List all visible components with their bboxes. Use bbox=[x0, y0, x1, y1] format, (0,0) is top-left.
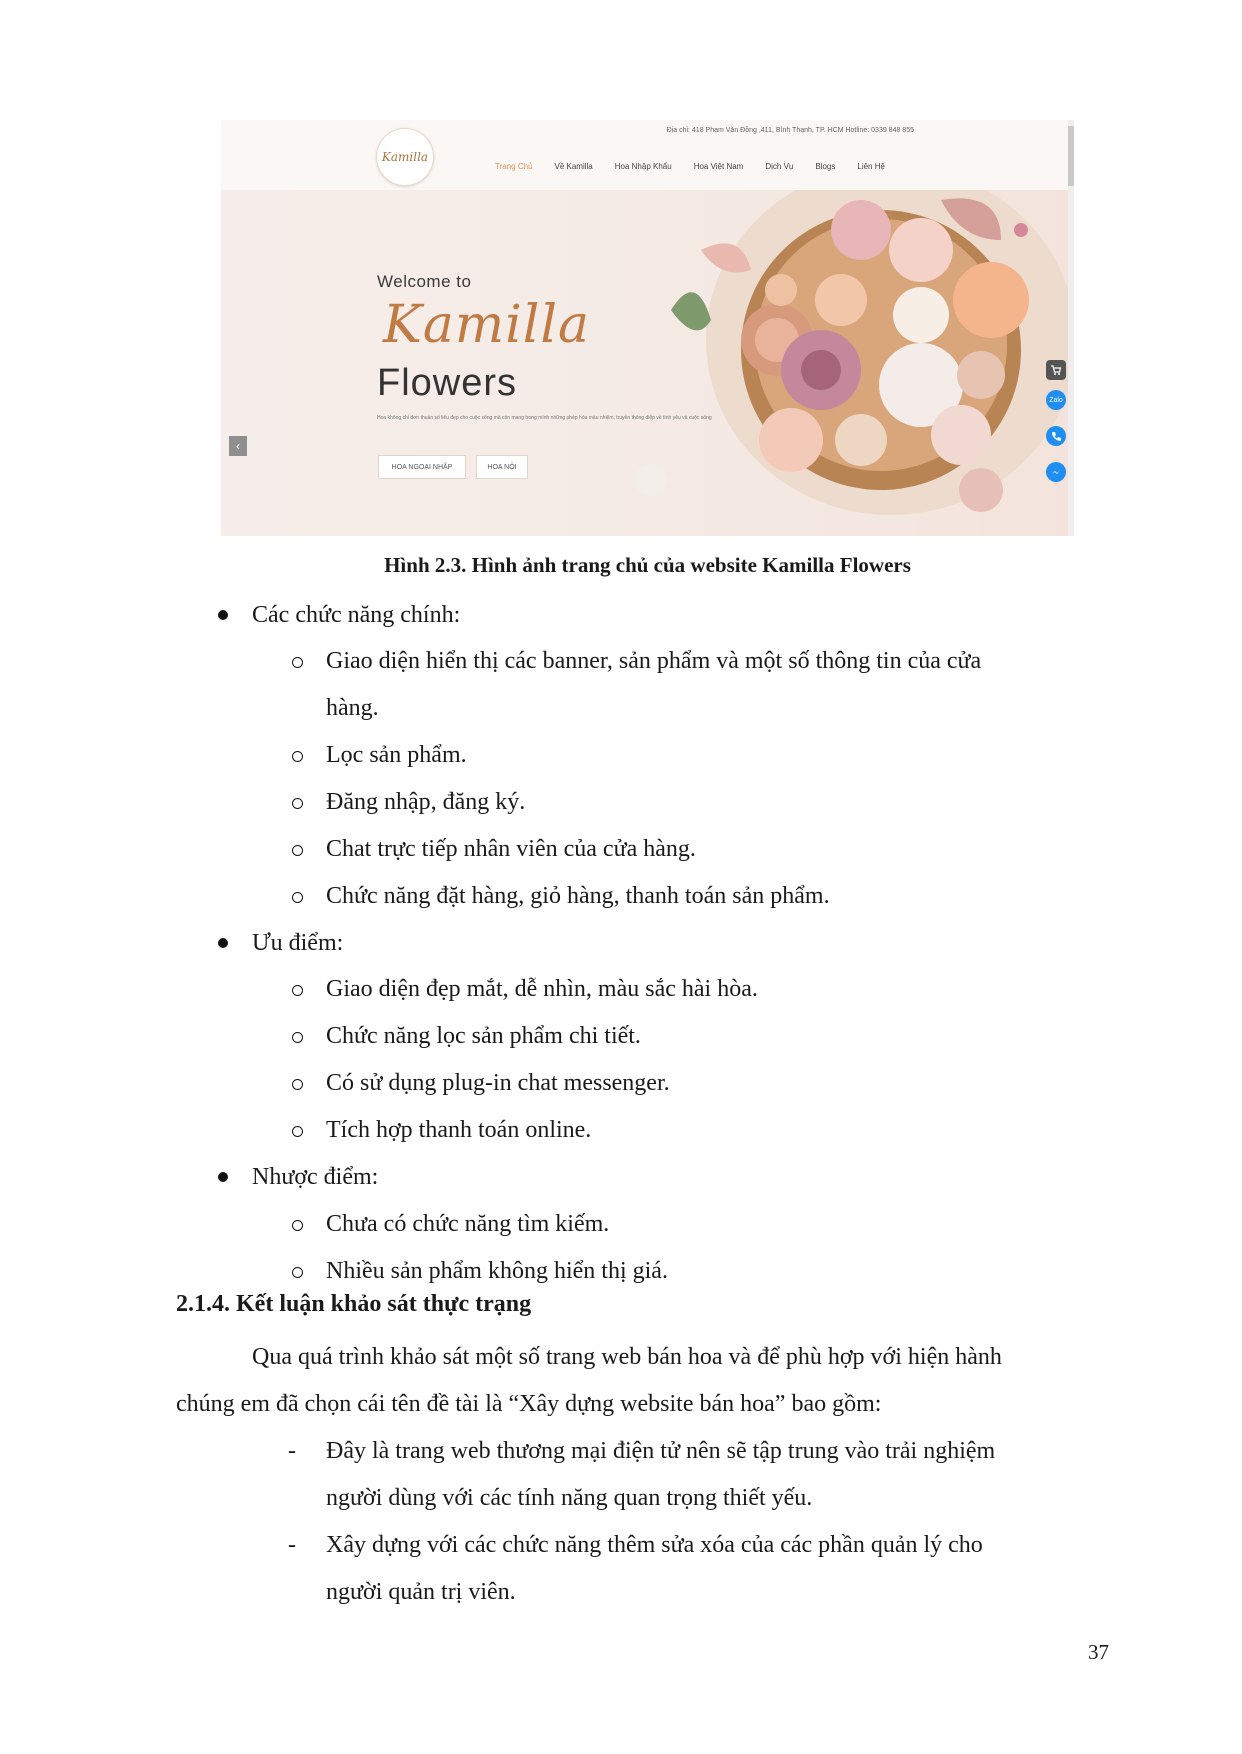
nav-item-contact: Liên Hệ bbox=[857, 162, 885, 171]
site-header bbox=[221, 120, 1074, 190]
bullet-dot bbox=[218, 610, 228, 620]
section-heading: 2.1.4. Kết luận khảo sát thực trạng bbox=[176, 1291, 532, 1317]
list-item: Chức năng lọc sản phẩm chi tiết. bbox=[326, 1023, 641, 1049]
list-item: Nhiều sản phẩm không hiển thị giá. bbox=[326, 1258, 668, 1284]
sub-bullet-circle bbox=[292, 892, 303, 903]
paragraph-line: Qua quá trình khảo sát một số trang web bán hoa và để phù hợp với hiện hành bbox=[252, 1344, 1002, 1370]
nav-item-about: Về Kamilla bbox=[554, 162, 593, 171]
hero-flowers: Flowers bbox=[377, 362, 518, 404]
sub-bullet-circle bbox=[292, 1220, 303, 1231]
dash-item-continuation: người quản trị viên. bbox=[326, 1579, 516, 1605]
local-flowers-button[interactable]: HOA NỘI bbox=[476, 455, 528, 479]
imported-flowers-button[interactable]: HOA NGOẠI NHẬP bbox=[378, 455, 466, 479]
sub-bullet-circle bbox=[292, 1079, 303, 1090]
phone-icon[interactable] bbox=[1046, 426, 1066, 446]
sub-bullet-circle bbox=[292, 1126, 303, 1137]
scrollbar[interactable] bbox=[1068, 120, 1074, 536]
list-item: Giao diện đẹp mắt, dễ nhìn, màu sắc hài hòa. bbox=[326, 976, 758, 1002]
messenger-icon[interactable] bbox=[1046, 462, 1066, 482]
zalo-label: Zalo bbox=[1049, 396, 1063, 404]
page-number: 37 bbox=[1088, 1640, 1109, 1664]
dash-item-continuation: người dùng với các tính năng quan trọng thiết yếu. bbox=[326, 1485, 813, 1511]
bullet-dot bbox=[218, 938, 228, 948]
list-item: Chức năng đặt hàng, giỏ hàng, thanh toán sản phẩm. bbox=[326, 883, 830, 909]
sub-bullet-circle bbox=[292, 1267, 303, 1278]
nav-item-services: Dịch Vụ bbox=[765, 162, 794, 171]
zalo-icon[interactable] bbox=[1046, 390, 1066, 410]
sub-bullet-circle bbox=[292, 985, 303, 996]
dash-marker: - bbox=[288, 1438, 296, 1464]
scrollbar-thumb[interactable] bbox=[1068, 126, 1074, 186]
dash-item: Xây dựng với các chức năng thêm sửa xóa của các phần quản lý cho bbox=[326, 1532, 983, 1558]
list-item: Giao diện hiển thị các banner, sản phẩm và một số thông tin của cửa bbox=[326, 648, 982, 674]
list-item: Chat trực tiếp nhân viên của cửa hàng. bbox=[326, 836, 696, 862]
nav-item-vietnam: Hoa Việt Nam bbox=[693, 162, 744, 171]
dash-marker: - bbox=[288, 1532, 296, 1558]
section-label-functions: Các chức năng chính: bbox=[252, 602, 461, 628]
hero-welcome: Welcome to bbox=[377, 272, 472, 291]
sub-bullet-circle bbox=[292, 751, 303, 762]
list-item: Tích hợp thanh toán online. bbox=[326, 1117, 592, 1143]
sub-bullet-circle bbox=[292, 798, 303, 809]
hero-tagline: Hoa không chỉ đơn thuần số liêu đẹp cho cuộc sống mà còn mang trong mình những phép hóa màu nhiệm, truyền thông điệp về tình yêu và cuộc sống bbox=[377, 415, 712, 421]
flower-bowl-image bbox=[221, 190, 1074, 536]
list-item: Đăng nhập, đăng ký. bbox=[326, 789, 526, 815]
paragraph-line: chúng em đã chọn cái tên đề tài là “Xây dựng website bán hoa” bao gồm: bbox=[176, 1391, 882, 1417]
nav-item-home: Trang Chủ bbox=[495, 162, 533, 171]
website-screenshot bbox=[221, 120, 1074, 536]
figure-caption: Hình 2.3. Hình ảnh trang chủ của website Kamilla Flowers bbox=[384, 553, 911, 577]
dash-item: Đây là trang web thương mại điện tử nên sẽ tập trung vào trải nghiệm bbox=[326, 1438, 996, 1464]
list-item: Có sử dụng plug-in chat messenger. bbox=[326, 1070, 670, 1096]
sub-bullet-circle bbox=[292, 845, 303, 856]
section-label-advantages: Ưu điểm: bbox=[252, 930, 344, 956]
hero-banner bbox=[221, 190, 1074, 536]
nav-item-imported: Hoa Nhập Khẩu bbox=[614, 162, 672, 171]
bullet-dot bbox=[218, 1172, 228, 1182]
logo-text: Kamilla bbox=[381, 150, 429, 164]
prev-slide-button[interactable] bbox=[229, 436, 247, 456]
site-logo bbox=[376, 128, 434, 186]
sub-bullet-circle bbox=[292, 657, 303, 668]
section-label-disadvantages: Nhược điểm: bbox=[252, 1164, 379, 1190]
sub-bullet-circle bbox=[292, 1032, 303, 1043]
hero-brand: Kamilla bbox=[383, 295, 591, 355]
list-item: Lọc sản phẩm. bbox=[326, 742, 467, 768]
site-address: Địa chỉ: 418 Phạm Văn Đồng ,411, Bình Thạnh, TP. HCM Hotline: 0339 848 855 bbox=[666, 127, 914, 134]
chevron-left-icon: ‹ bbox=[236, 439, 240, 453]
cart-icon[interactable] bbox=[1046, 360, 1066, 380]
nav-item-blogs: Blogs bbox=[815, 162, 836, 171]
list-item: Chưa có chức năng tìm kiếm. bbox=[326, 1211, 610, 1237]
site-nav bbox=[495, 162, 885, 171]
list-item-continuation: hàng. bbox=[326, 695, 379, 721]
